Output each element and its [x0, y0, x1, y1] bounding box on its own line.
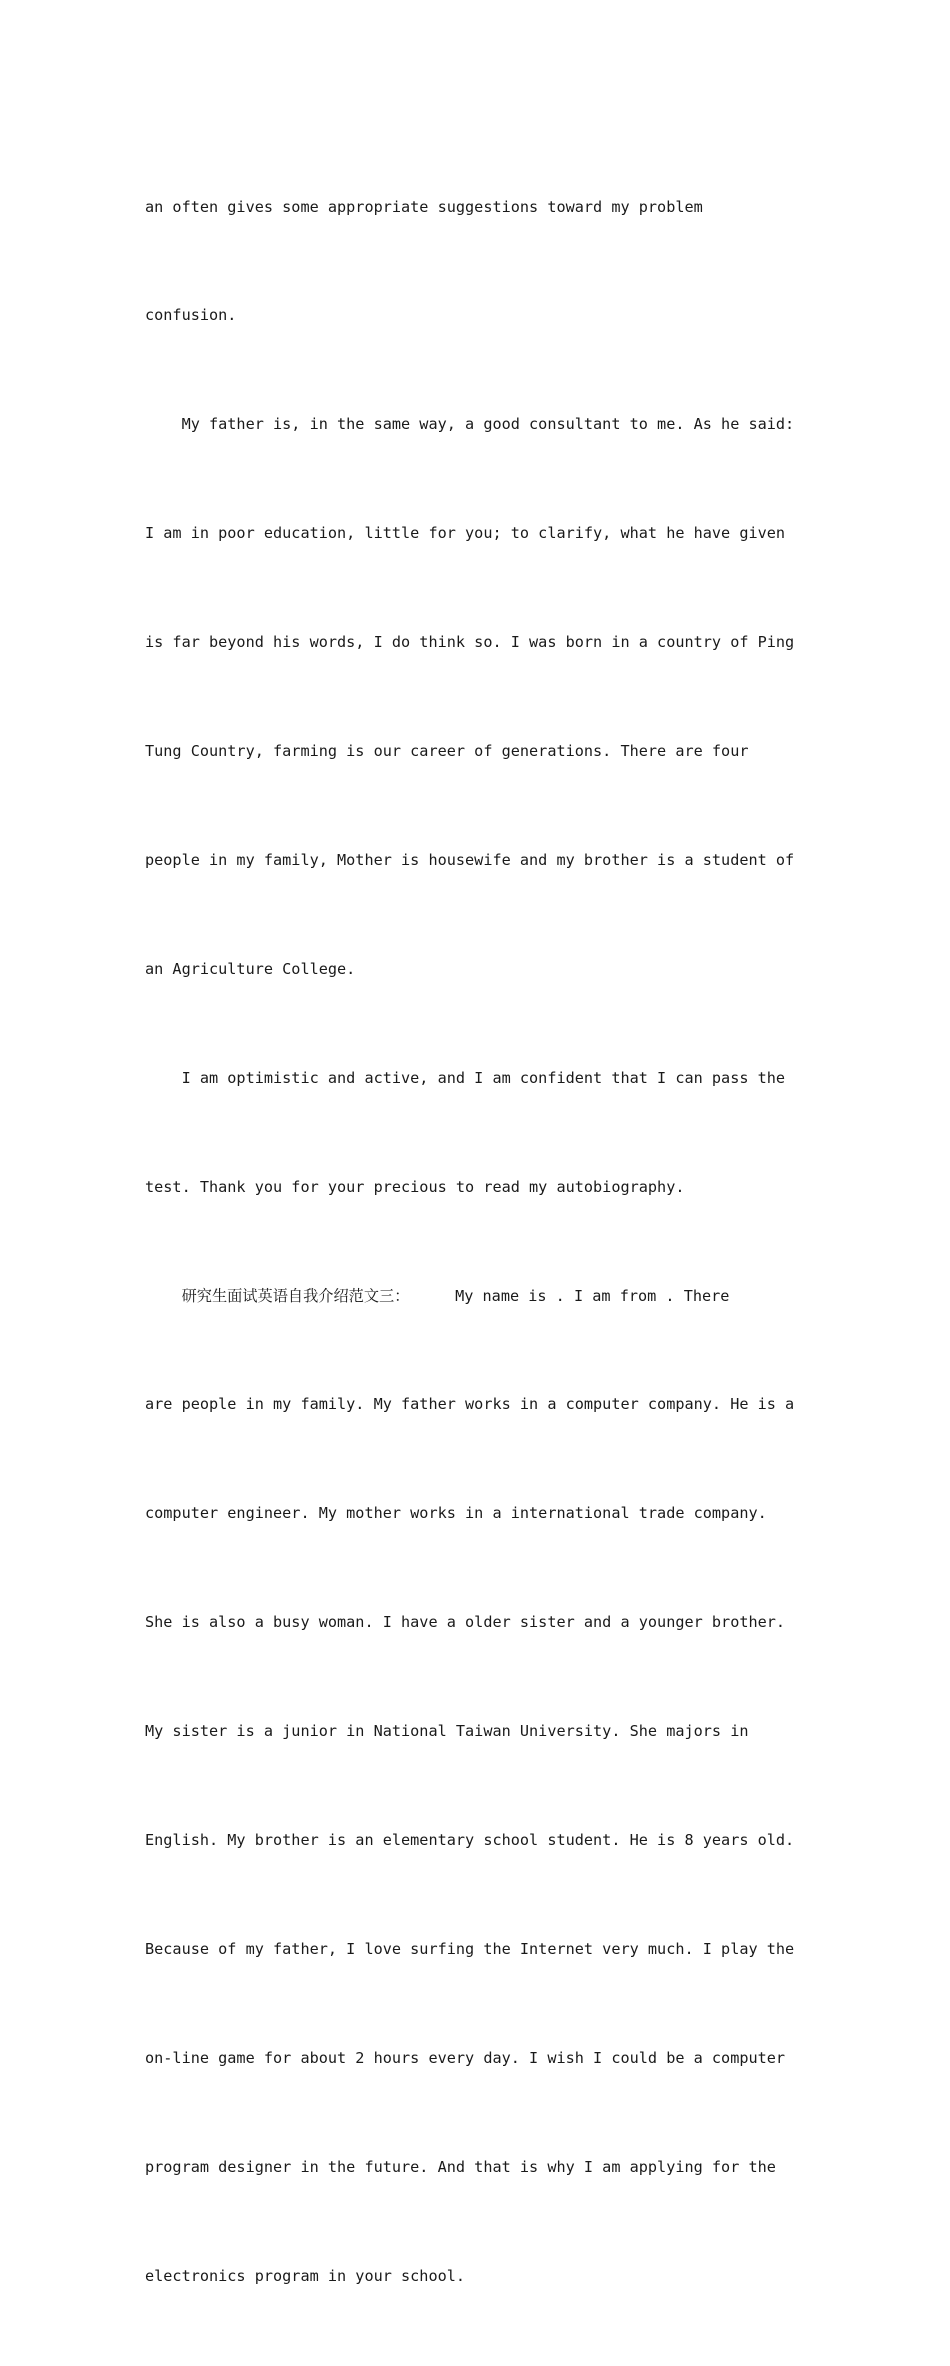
- text-line: an often gives some appropriate suggestions toward my problem: [145, 197, 703, 216]
- section-heading-line: 研究生面试英语自我介绍范文三： My name is . I am from . There: [145, 1286, 730, 1305]
- text-line: is far beyond his words, I do think so. I was born in a country of Ping: [145, 633, 795, 652]
- text-line: My sister is a junior in National Taiwan University. She majors in: [145, 1722, 749, 1741]
- text-line: I am in poor education, little for you; to clarify, what he have given: [145, 524, 786, 543]
- text-line: electronics program in your school.: [145, 2266, 466, 2285]
- text-line: test. Thank you for your precious to read my autobiography.: [145, 1177, 685, 1196]
- text-line: confusion.: [145, 306, 237, 325]
- body-text: [145, 116, 825, 2366]
- text-line: Because of my father, I love surfing the Internet very much. I play the: [145, 1939, 795, 1958]
- text-line: English. My brother is an elementary school student. He is 8 years old.: [145, 1830, 795, 1849]
- text-line: computer engineer. My mother works in a international trade company.: [145, 1504, 767, 1523]
- text-line: people in my family, Mother is housewife and my brother is a student of: [145, 850, 795, 869]
- text-line: I am optimistic and active, and I am confident that I can pass the: [145, 1068, 786, 1087]
- text-line: an Agriculture College.: [145, 959, 356, 978]
- text-line: are people in my family. My father works in a computer company. He is a: [145, 1395, 795, 1414]
- text-line: She is also a busy woman. I have a older sister and a younger brother.: [145, 1613, 786, 1632]
- text-line: My father is, in the same way, a good consultant to me. As he said:: [145, 415, 795, 434]
- text-line: Tung Country, farming is our career of generations. There are four: [145, 742, 749, 761]
- text-line: on-line game for about 2 hours every day. I wish I could be a computer: [145, 2048, 786, 2067]
- text-line: program designer in the future. And that is why I am applying for the: [145, 2157, 776, 2176]
